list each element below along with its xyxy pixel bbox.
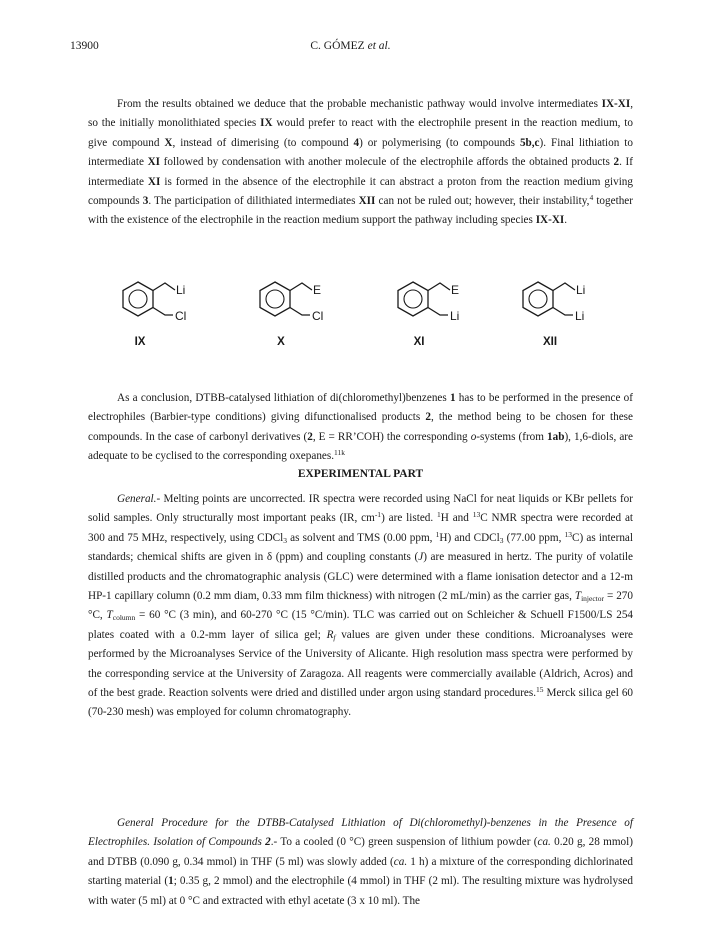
page-header <box>70 40 631 56</box>
substituent-bottom: Li <box>575 309 585 323</box>
structure-label: X <box>277 336 285 348</box>
structure-label: XII <box>542 336 558 348</box>
reference-11k: 11k <box>334 448 346 458</box>
substituent-top: Li <box>576 283 586 297</box>
reference-4: 4 <box>589 193 594 203</box>
structure-XII <box>500 270 620 366</box>
substituent-bottom: Cl <box>312 309 324 323</box>
paragraph-mechanism: From the results obtained we deduce that the probable mechanistic pathway would involve intermediates IX-XI, so the initially monolithiated species IX would prefer to react with the electrophile present in the reaction medium, to give compound X, instead of dimerising (to compound 4) or polymerising (to compounds 5b,c). Final lithiation to intermediate XI followed by condensation with another molecule of the electrophile affords the obtained products 2. If intermediate XI is formed in the absence of the electrophile it can abstract a proton from the reaction medium giving compounds 3. The participation of dilithiated intermediates XII can not be ruled out; however, their instability,$^4$ together with the existence of the electrophile in the reaction medium support the pathway including species IX-XI. <box>88 98 633 227</box>
structure-X <box>237 270 357 366</box>
structure-label: XI <box>413 336 425 348</box>
substituent-top: E <box>313 283 322 297</box>
substituent-top: Li <box>176 283 186 297</box>
paragraph-procedure: General Procedure for the DTBB-Catalysed Lithiation of Di(chloromethyl)-benzenes in the Presence of Electrophiles. Isolation of Compounds 2.- To a cooled (0 °C) green suspension of lithium powder (ca. 0.20 g, 28 mmol) and DTBB (0.090 g, 0.34 mmol) in THF (5 ml) was slowly added (ca. 1 h) a mixture of the corresponding dichlorinated starting material (1; 0.35 g, 2 mmol) and the electrophile (4 mmol) in THF (2 ml). The resulting mixture was hydrolysed with water (5 ml) at 0 °C and extracted with ethyl acetate (3 x 10 ml). The <box>88 817 634 907</box>
substituent-bottom: Li <box>450 309 460 323</box>
structure-label: IX <box>134 336 146 348</box>
page-number: 13900 <box>70 40 99 52</box>
running-head: C. GÓMEZ et al. <box>310 40 391 52</box>
paragraph-conclusion: As a conclusion, DTBB-catalysed lithiation of di(chloromethyl)benzenes 1 has to be performed in the presence of electrophiles (Barbier-type conditions) giving difunctionalised products 2, the method being to be chosen for these compounds. In the case of carbonyl derivatives (2, E = RR’COH) the corresponding o-systems (from 1ab), 1,6-diols, are adequate to be cyclised to the corresponding oxepanes.$^{11k}$ <box>88 392 633 463</box>
paragraph-general: General.- Melting points are uncorrected. IR spectra were recorded using NaCl for neat liquids or KBr pellets for solid samples. Only structurally most important peaks (IR, $cm^{-1}$) are listed. $^1$H and $^{13}$C NMR spectra were recorded at 300 and 75 MHz, respectively, using CDCl$_3$ as solvent and TMS (0.00 ppm, $^1$H) and CDCl$_3$ (77.00 ppm, $^{13}$C) as internal standards; chemical shifts are given in δ (ppm) and coupling constants (J) are measured in hertz. The purity of volatile distilled products and the chromatographic analysis (GLC) were determined with a flame ionisation detector and a 12-m HP-1 capillary column (0.2 mm diam, 0.33 mm film thickness) with nitrogen (2 mL/min) as the carrier gas, $T_{injector} = 270$ °C, $T_{column} = 60$ °C (3 min), and 60-270 °C (15 °C/min). TLC was carried out on Schleicher & Schuell F1500/LS 254 plates coated with a 0.2-mm layer of silica gel; $R_f$ values are given under these conditions. Microanalyses were performed by the Microanalyses Service of the University of Alicante. High resolution mass spectra were performed by the corresponding service at the University of Zaragoza. All reagents were commercially available (Aldrich, Acros) and of the best grade. Reaction solvents were dried and distilled under argon using standard procedures.$^{15}$ Merck silica gel 60 (70-230 mesh) was employed for column chromatography. <box>88 493 634 719</box>
substituent-bottom: Cl <box>175 309 187 323</box>
structure-XI <box>375 270 495 366</box>
reference-15: 15 <box>536 685 544 695</box>
section-heading: EXPERIMENTAL PART <box>297 468 424 480</box>
structure-IX <box>100 270 220 366</box>
chemical-structures <box>100 270 620 366</box>
substituent-top: E <box>451 283 460 297</box>
